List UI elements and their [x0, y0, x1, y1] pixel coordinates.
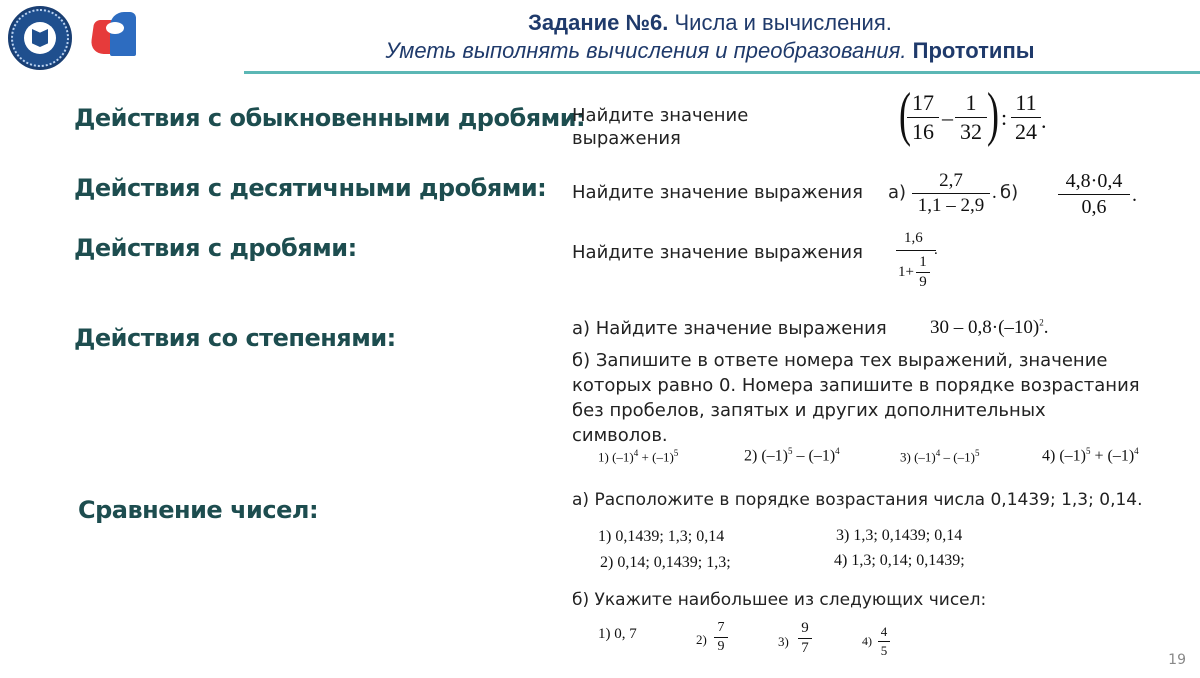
- compare-option-3: 3) 1,3; 0,1439; 0,14: [836, 527, 963, 544]
- frac-den: 1,1 – 2,9: [917, 195, 985, 216]
- option-base: (–1): [612, 449, 634, 465]
- option-label: 1): [598, 449, 609, 465]
- max-option-3-label: 3): [778, 634, 789, 649]
- right-paren: ): [986, 81, 999, 147]
- end-dot: .: [992, 182, 997, 203]
- label-a: а): [888, 182, 907, 203]
- left-paren: (: [898, 81, 911, 147]
- mcko-seal-logo: [8, 6, 72, 70]
- frac-num: 17: [912, 90, 934, 115]
- max-option-2-label: 2): [696, 632, 707, 647]
- heading-compare: Сравнение чисел:: [78, 496, 319, 524]
- option-exp: 4: [1134, 446, 1139, 456]
- option-label: 2): [744, 447, 758, 465]
- option-exp: 5: [787, 446, 793, 456]
- option-op: +: [641, 449, 649, 465]
- subtitle-italic: Уметь выполнять вычисления и преобразования.: [385, 38, 907, 63]
- frac-den: 9: [717, 639, 725, 654]
- powers-b-line1: б) Запишите в ответе номера тех выражений, значение: [572, 350, 1108, 371]
- frac-num: 7: [717, 620, 725, 635]
- power-option-3: [900, 448, 979, 465]
- max-option-4-fraction: [878, 624, 890, 659]
- option-exp: 5: [1085, 446, 1091, 456]
- frac-num: 1: [965, 90, 977, 115]
- den-prefix: 1+: [898, 264, 914, 280]
- frac-num: 1,6: [904, 230, 923, 246]
- heading-fractions: Действия с дробями:: [74, 234, 357, 262]
- prompt-ordinary-line2: выражения: [572, 128, 681, 149]
- prompt-powers-a: а) Найдите значение выражения: [572, 318, 887, 339]
- task-subtitle: [250, 38, 1170, 64]
- frac-den: 5: [880, 643, 888, 658]
- expr-complex-fraction: [896, 230, 956, 296]
- fraction-11-24: [1011, 90, 1041, 145]
- power-option-1: [598, 448, 678, 465]
- powers-b-line4: символов.: [572, 425, 668, 446]
- option-label: 3): [900, 449, 911, 465]
- label-b: б): [1000, 182, 1019, 203]
- option-base: (–1): [761, 447, 788, 465]
- end-dot: .: [1132, 184, 1137, 206]
- expr-power-a: [930, 317, 1048, 339]
- powers-b-line3: без пробелов, запятых и других дополнительных: [572, 400, 1046, 421]
- frac-den: 7: [801, 640, 809, 656]
- frac-num: 1: [919, 254, 927, 270]
- end-dot: .: [1043, 317, 1049, 338]
- fraction-decimal-a: [912, 170, 990, 217]
- prompt-ordinary-line1: Найдите значение: [572, 105, 749, 126]
- frac-den: 16: [912, 119, 934, 144]
- header-divider: [244, 71, 1200, 74]
- frac-den: 24: [1015, 119, 1037, 144]
- page-number: 19: [1168, 652, 1186, 668]
- task-label: Задание №6.: [528, 10, 669, 35]
- logo-blue-figure-icon: [110, 12, 136, 56]
- power-option-4: [1042, 446, 1139, 465]
- max-option-3-fraction: [798, 620, 812, 657]
- end-dot: .: [934, 242, 938, 258]
- option-exp: 4: [835, 446, 840, 456]
- option-base: (–1): [1107, 447, 1135, 465]
- frac-num: 4,8·0,4: [1065, 170, 1123, 192]
- prompt-decimal: Найдите значение выражения: [572, 182, 863, 203]
- colon-sign: :: [1001, 105, 1008, 130]
- expr-decimal-a: [912, 170, 1002, 226]
- heading-decimal-fractions: Действия с десятичными дробями:: [74, 174, 547, 202]
- frac-num: 11: [1015, 90, 1037, 115]
- powers-b-line2: которых равно 0. Номера запишите в порядке возрастания: [572, 375, 1140, 396]
- frac-num: 9: [801, 620, 809, 636]
- oge-logo: [92, 12, 242, 72]
- max-option-2-fraction: [714, 620, 728, 655]
- fraction-1-32: [955, 90, 987, 145]
- prompt-compare-b: б) Укажите наибольшее из следующих чисел:: [572, 590, 987, 610]
- option-op: +: [1094, 447, 1104, 465]
- prompt-ordinary: [572, 104, 748, 150]
- power-expr: 30 – 0,8·(–10): [930, 317, 1040, 338]
- power-exponent: 2: [1039, 317, 1044, 328]
- frac-num: 4: [880, 624, 888, 639]
- option-base: (–1): [652, 449, 674, 465]
- expr-ordinary: [895, 81, 1055, 154]
- option-base: (–1): [1059, 447, 1086, 465]
- fraction-17-16: [907, 90, 939, 145]
- heading-ordinary-fractions: Действия с обыкновенными дробями:: [74, 104, 586, 132]
- option-op: –: [943, 449, 951, 465]
- power-option-2: [744, 446, 840, 465]
- option-exp: 4: [935, 448, 941, 458]
- task-title: [250, 10, 1170, 36]
- minus-sign: –: [942, 105, 953, 130]
- prompt-compare-a: а) Расположите в порядке возрастания числа 0,1439; 1,3; 0,14.: [572, 490, 1143, 510]
- logo-white-accent: [106, 22, 124, 34]
- option-exp: 4: [633, 448, 639, 458]
- option-exp: 5: [673, 448, 679, 458]
- compare-option-1: 1) 0,1439; 1,3; 0,14: [598, 528, 725, 545]
- end-dot: .: [1041, 108, 1047, 133]
- frac-den: 9: [919, 274, 927, 290]
- heading-powers: Действия со степенями:: [74, 324, 396, 352]
- option-exp: 5: [974, 448, 980, 458]
- frac-den: 32: [960, 119, 982, 144]
- subtitle-bold: Прототипы: [912, 38, 1035, 63]
- frac-den: 0,6: [1081, 196, 1107, 218]
- frac-num: 2,7: [939, 170, 963, 191]
- max-option-1: [598, 626, 637, 643]
- compare-option-4: 4) 1,3; 0,14; 0,1439;: [834, 552, 965, 569]
- option-label: 4): [1042, 447, 1056, 465]
- fraction-decimal-b: [1058, 170, 1130, 219]
- inner-fraction: [916, 254, 930, 291]
- option-base: (–1): [914, 449, 936, 465]
- option-op: –: [796, 447, 805, 465]
- option-value: 0, 7: [614, 626, 637, 642]
- prompt-fractions: Найдите значение выражения: [572, 242, 863, 263]
- compare-option-2: 2) 0,14; 0,1439; 1,3;: [600, 554, 731, 571]
- expr-decimal-b: [1058, 170, 1158, 226]
- option-base: (–1): [953, 449, 975, 465]
- option-label: 1): [598, 626, 611, 642]
- prompt-powers-b: [572, 348, 1140, 448]
- max-option-4-label: 4): [862, 634, 872, 648]
- option-base: (–1): [808, 447, 836, 465]
- task-topic: Числа и вычисления.: [674, 10, 892, 35]
